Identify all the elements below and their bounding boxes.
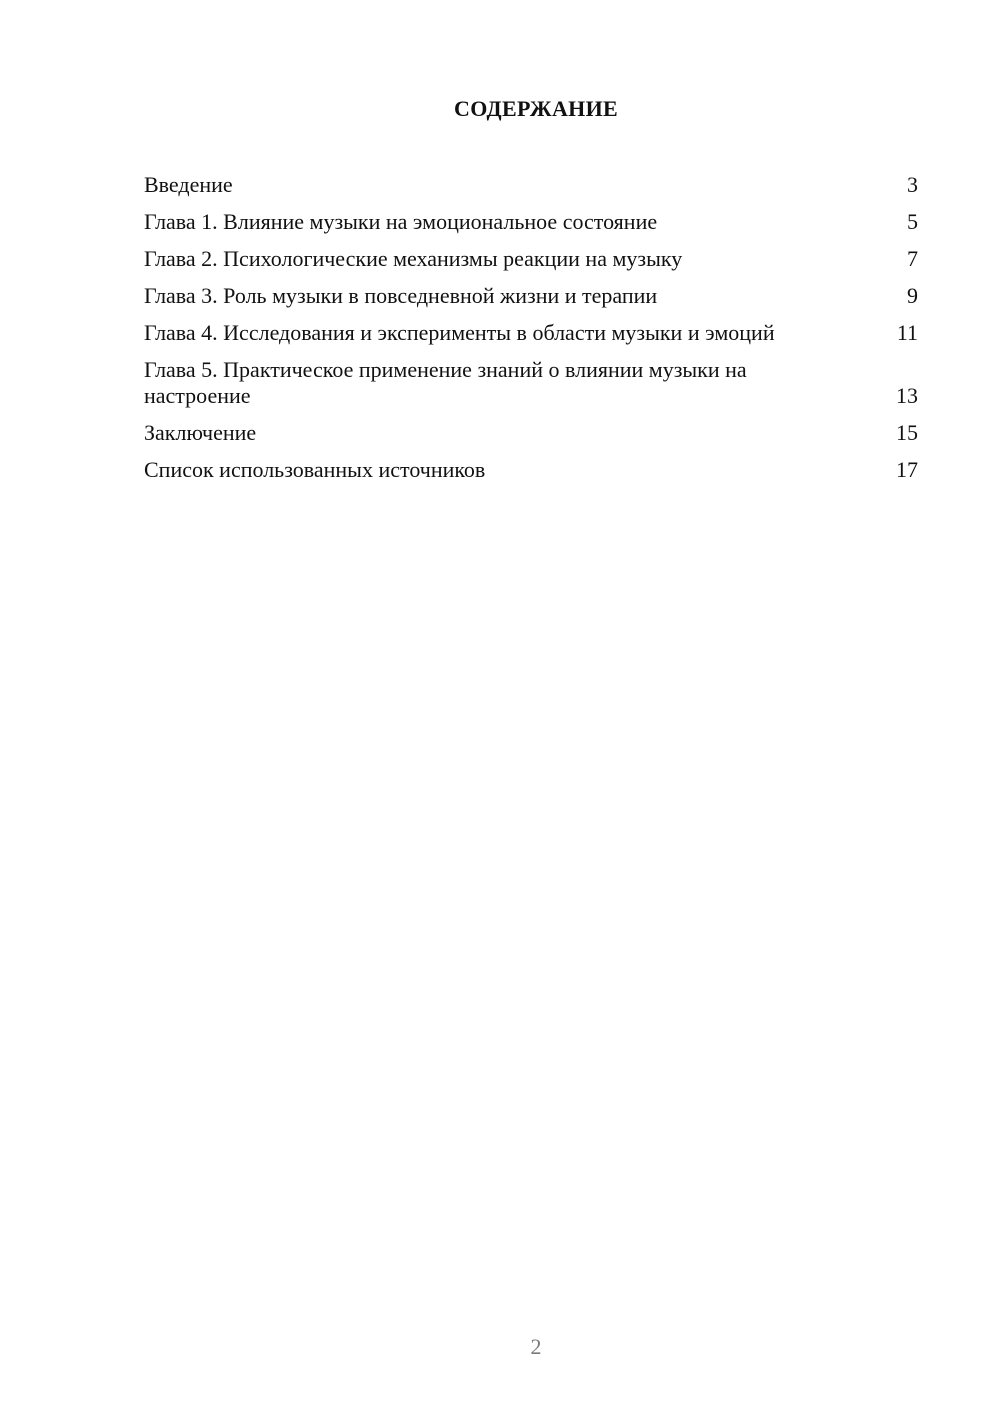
- toc-entry-page: 3: [907, 172, 918, 197]
- page-number: 2: [530, 1334, 542, 1359]
- toc-entry-page: 5: [907, 209, 918, 234]
- toc-entry-label: Глава 5. Практическое применение знаний о влиянии музыки на настроение: [144, 357, 747, 408]
- toc-entry-page: 13: [896, 383, 918, 408]
- toc-entry-label: Глава 4. Исследования и эксперименты в области музыки и эмоций: [144, 320, 775, 345]
- toc-entry-page: 17: [896, 457, 918, 482]
- toc-entry-chapter-4: [144, 320, 918, 346]
- toc-entry-page: 15: [896, 420, 918, 445]
- table-of-contents: [144, 172, 918, 494]
- toc-entry-label: Глава 2. Психологические механизмы реакции на музыку: [144, 246, 683, 271]
- toc-entry-label: Глава 1. Влияние музыки на эмоциональное состояние: [144, 209, 658, 234]
- toc-entry-chapter-2: [144, 246, 918, 272]
- toc-entry-references: [144, 457, 918, 483]
- toc-entry-page: 11: [896, 320, 918, 345]
- toc-entry-chapter-3: [144, 283, 918, 309]
- toc-entry-page: 9: [907, 283, 918, 308]
- toc-entry-chapter-5: [144, 357, 918, 409]
- toc-entry-label: Глава 3. Роль музыки в повседневной жизни и терапии: [144, 283, 658, 308]
- toc-title: СОДЕРЖАНИЕ: [454, 96, 618, 121]
- toc-entry-introduction: [144, 172, 918, 198]
- toc-entry-chapter-1: [144, 209, 918, 235]
- toc-entry-label: Введение: [144, 172, 233, 197]
- toc-entry-page: 7: [907, 246, 918, 271]
- toc-entry-label: Заключение: [144, 420, 257, 445]
- toc-entry-conclusion: [144, 420, 918, 446]
- toc-entry-label: Список использованных источников: [144, 457, 486, 482]
